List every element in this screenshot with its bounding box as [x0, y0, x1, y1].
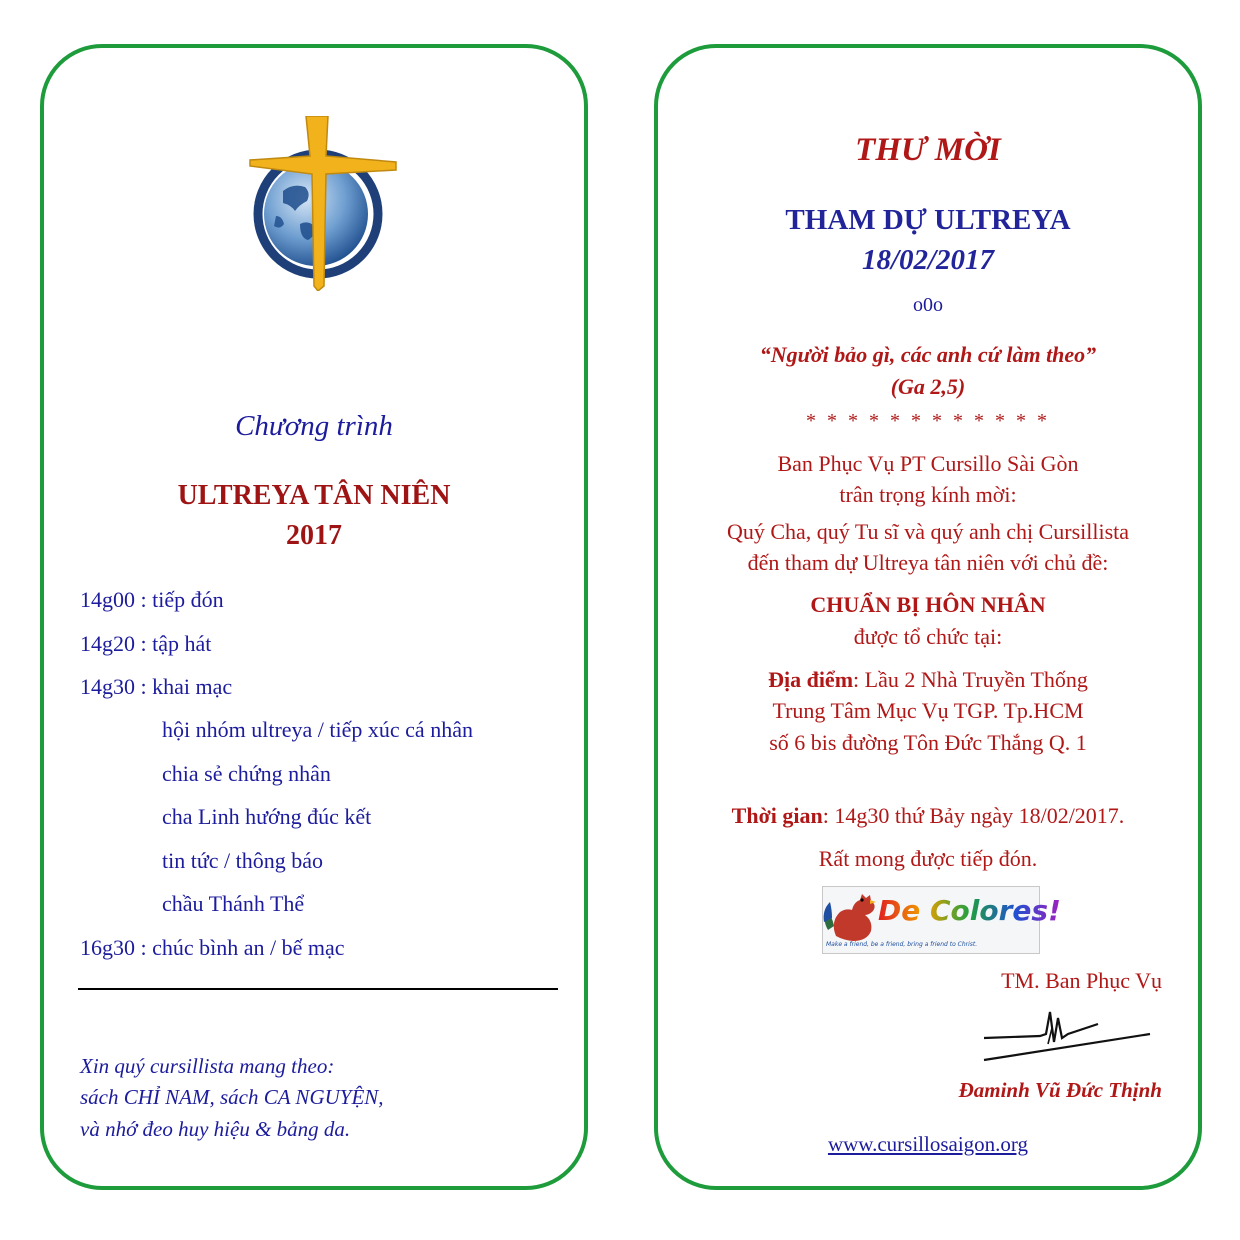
schedule-item: chia sẻ chứng nhân — [162, 761, 331, 786]
attend-title: THAM DỰ ULTREYA — [785, 204, 1071, 236]
divider — [78, 988, 558, 990]
cursillo-logo-icon — [248, 116, 398, 291]
event-theme: CHUẨN BỊ HÔN NHÂN — [810, 592, 1046, 617]
program-title: Chương trình — [235, 410, 393, 442]
venue-line: Trung Tâm Mục Vụ TGP. Tp.HCM — [772, 698, 1084, 723]
attend-date: 18/02/2017 — [861, 244, 995, 276]
note-line: và nhớ đeo huy hiệu & bảng da. — [80, 1117, 351, 1141]
signature-label: TM. Ban Phục Vụ — [1001, 968, 1162, 993]
schedule-item: 16g30 : chúc bình an / bế mạc — [80, 935, 345, 960]
badge-title: De Colores! — [878, 894, 1061, 927]
stars-separator: * * * * * * * * * * * * — [806, 410, 1050, 432]
schedule-item: tin tức / thông báo — [162, 848, 324, 873]
time-line — [658, 803, 1198, 829]
website-link[interactable]: www.cursillosaigon.org — [827, 1132, 1029, 1156]
invitation-card — [654, 44, 1202, 1190]
de-colores-badge — [822, 886, 1061, 954]
invitation-title: THƯ MỜI — [855, 132, 1001, 168]
program-card — [40, 44, 588, 1190]
schedule-item: 14g20 : tập hát — [80, 631, 212, 656]
time-value: : 14g30 thứ Bảy ngày 18/02/2017. — [822, 803, 1125, 828]
scripture-quote: “Người bảo gì, các anh cứ làm theo” — [759, 342, 1097, 367]
venue-line — [658, 667, 1198, 693]
time-label: Thời gian — [731, 803, 823, 828]
venue-value: : Lầu 2 Nhà Truyền Thống — [853, 667, 1088, 692]
held-at-label: được tổ chức tại: — [853, 624, 1003, 649]
schedule-item: 14g00 : tiếp đón — [80, 587, 224, 612]
event-year: 2017 — [286, 520, 342, 551]
scripture-reference: (Ga 2,5) — [890, 374, 966, 399]
welcome-line: Rất mong được tiếp đón. — [818, 846, 1038, 871]
sender-line: Ban Phục Vụ PT Cursillo Sài Gòn — [777, 451, 1079, 476]
schedule-item: chầu Thánh Thể — [162, 891, 305, 916]
sender-line: trân trọng kính mời: — [839, 482, 1017, 507]
schedule-item: hội nhóm ultreya / tiếp xúc cá nhân — [162, 717, 473, 742]
section-separator: o0o — [913, 294, 943, 316]
schedule-item: cha Linh hướng đúc kết — [162, 804, 372, 829]
signer-name: Đaminh Vũ Đức Thịnh — [958, 1078, 1162, 1102]
event-title: ULTREYA TÂN NIÊN — [177, 480, 451, 511]
venue-line: số 6 bis đường Tôn Đức Thắng Q. 1 — [769, 730, 1087, 755]
venue-label: Địa điểm — [768, 667, 854, 692]
guests-line: Quý Cha, quý Tu sĩ và quý anh chị Cursillista — [726, 519, 1130, 544]
note-line: sách CHỈ NAM, sách CA NGUYỆN, — [80, 1085, 384, 1109]
guests-line: đến tham dự Ultreya tân niên với chủ đề: — [747, 550, 1109, 575]
schedule-item: 14g30 : khai mạc — [80, 674, 233, 699]
signature-image — [978, 998, 1158, 1068]
badge-tagline: Make a friend, be a friend, bring a friend to Christ. — [826, 941, 978, 948]
note-line: Xin quý cursillista mang theo: — [80, 1054, 335, 1078]
